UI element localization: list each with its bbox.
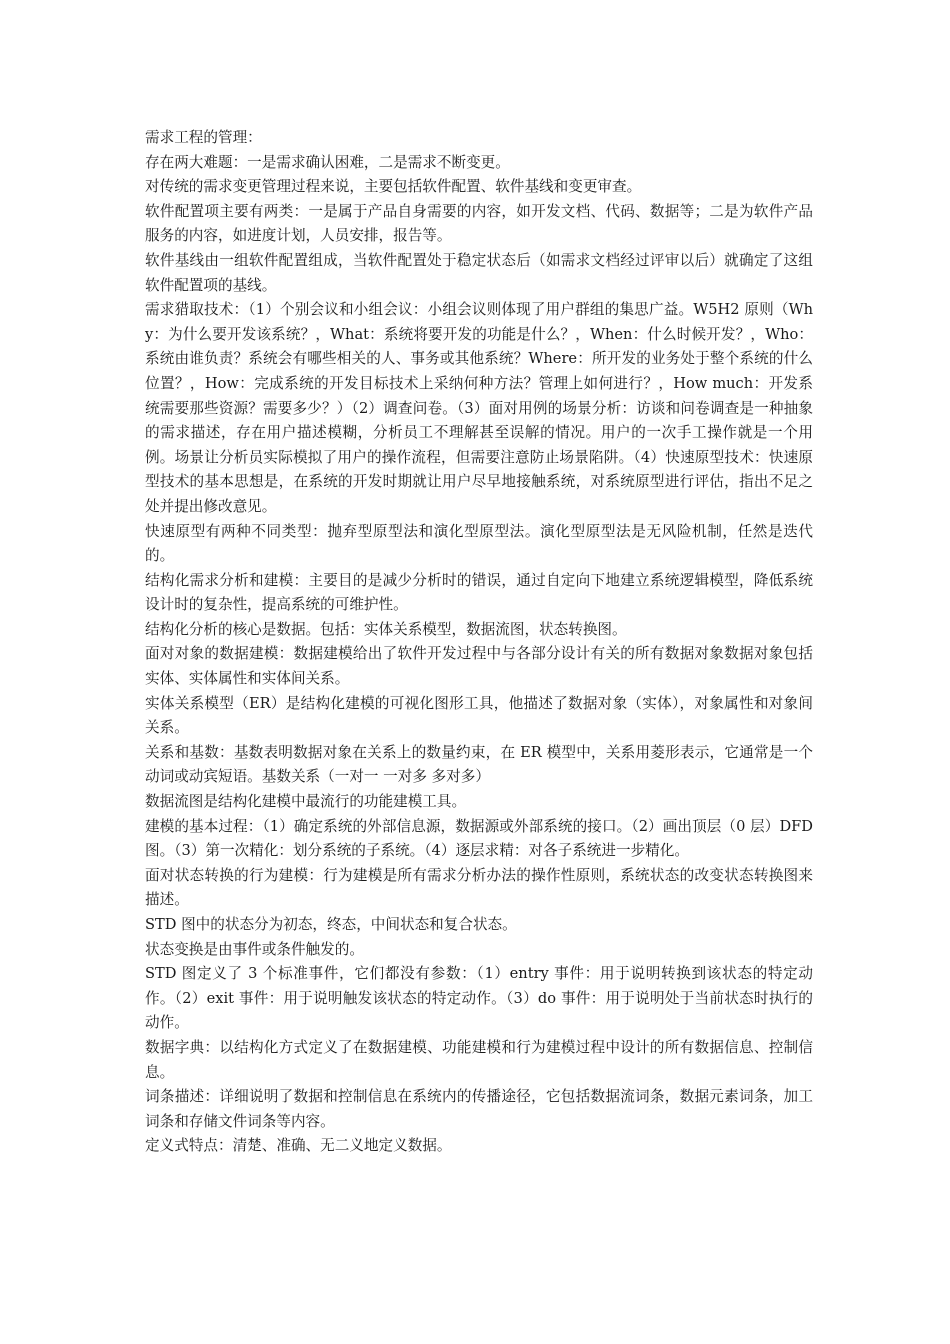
paragraph-definition-features: 定义式特点：清楚、准确、无二义地定义数据。 bbox=[145, 1137, 452, 1155]
paragraph-dfd: 数据流图是结构化建模中最流行的功能建模工具。 bbox=[145, 793, 467, 811]
paragraph-cardinality: 关系和基数：基数表明数据对象在关系上的数量约束，在 ER 模型中，关系用菱形表示，它通常是一个动词或动宾短语。基数关系（一对一 一对多 多对多） bbox=[145, 743, 813, 786]
paragraph-difficulties: 存在两大难题：一是需求确认困难，二是需求不断变更。 bbox=[145, 153, 510, 171]
paragraph-data-modeling: 面对对象的数据建模：数据建模给出了软件开发过程中与各部分设计有关的所有数据对象数据对象包括实体、实体属性和实体间关系。 bbox=[145, 645, 813, 688]
paragraph-behavior-modeling: 面对状态转换的行为建模：行为建模是所有需求分析办法的操作性原则，系统状态的改变状态转换图来描述。 bbox=[145, 866, 813, 909]
paragraph-baseline: 软件基线由一组软件配置组成，当软件配置处于稳定状态后（如需求文档经过评审以后）就确定了这组软件配置项的基线。 bbox=[145, 251, 813, 294]
paragraph-std-events: STD 图定义了 3 个标准事件，它们都没有参数：（1）entry 事件：用于说明转换到该状态的特定动作。（2）exit 事件：用于说明触发该状态的特定动作。（3）do 事件：用于说明处于当前状态时执行的动作。 bbox=[145, 965, 813, 1032]
paragraph-config-items: 软件配置项主要有两类：一是属于产品自身需要的内容，如开发文档、代码、数据等；二是为软件产品服务的内容，如进度计划，人员安排，报告等。 bbox=[145, 202, 813, 245]
document-body bbox=[145, 126, 813, 1159]
paragraph-std-states: STD 图中的状态分为初态，终态，中间状态和复合状态。 bbox=[145, 916, 517, 933]
paragraph-heading: 需求工程的管理： bbox=[145, 129, 262, 146]
paragraph-prototype-types: 快速原型有两种不同类型：抛弃型原型法和演化型原型法。演化型原型法是无风险机制，任然是迭代的。 bbox=[145, 522, 813, 565]
paragraph-entry-description: 词条描述：详细说明了数据和控制信息在系统内的传播途径，它包括数据流词条，数据元素词条，加工词条和存储文件词条等内容。 bbox=[145, 1088, 813, 1130]
paragraph-structured-analysis: 结构化需求分析和建模：主要目的是减少分析时的错误，通过自定向下地建立系统逻辑模型，降低系统设计时的复杂性，提高系统的可维护性。 bbox=[145, 571, 813, 614]
paragraph-analysis-core: 结构化分析的核心是数据。包括：实体关系模型，数据流图，状态转换图。 bbox=[145, 620, 627, 638]
paragraph-elicitation: 需求猎取技术：（1）个别会议和小组会议：小组会议则体现了用户群组的集思广益。W5H2 原则（Why：为什么要开发该系统？，What：系统将要开发的功能是什么？，When：什么时候开发？，Who：系统由谁负责？系统会有哪些相关的人、事务或其他系统？Where：所开发的业务处于整个系统的什么位置？，How：完成系统的开发目标技术上采纳何种方法？管理上如何进行？，How much：开发系统需要那些资源？需要多少？）（2）调查问卷。（3）面对用例的场景分析：访谈和问卷调查是一种抽象的需求描述，存在用户描述模糊，分析员工不理解甚至误解的情况。用户的一次手工操作就是一个用例。场景让分析员实际模拟了用户的操作流程，但需要注意防止场景陷阱。（4）快速原型技术：快速原型技术的基本思想是，在系统的开发时期就让用户尽早地接触系统，对系统原型进行评估，指出不足之处并提出修改意见。 bbox=[145, 301, 813, 515]
paragraph-data-dictionary: 数据字典：以结构化方式定义了在数据建模、功能建模和行为建模过程中设计的所有数据信息、控制信息。 bbox=[145, 1038, 813, 1081]
paragraph-state-transition: 状态变换是由事件或条件触发的。 bbox=[145, 940, 364, 958]
paragraph-modeling-process: 建模的基本过程：（1）确定系统的外部信息源，数据源或外部系统的接口。（2）画出顶层（0 层）DFD 图。（3）第一次精化：划分系统的子系统。（4）逐层求精：对各子系统进一步精化。 bbox=[145, 817, 813, 860]
paragraph-er-model: 实体关系模型（ER）是结构化建模的可视化图形工具，他描述了数据对象（实体），对象属性和对象间关系。 bbox=[145, 694, 813, 737]
paragraph-change-management: 对传统的需求变更管理过程来说，主要包括软件配置、软件基线和变更审查。 bbox=[145, 178, 642, 196]
